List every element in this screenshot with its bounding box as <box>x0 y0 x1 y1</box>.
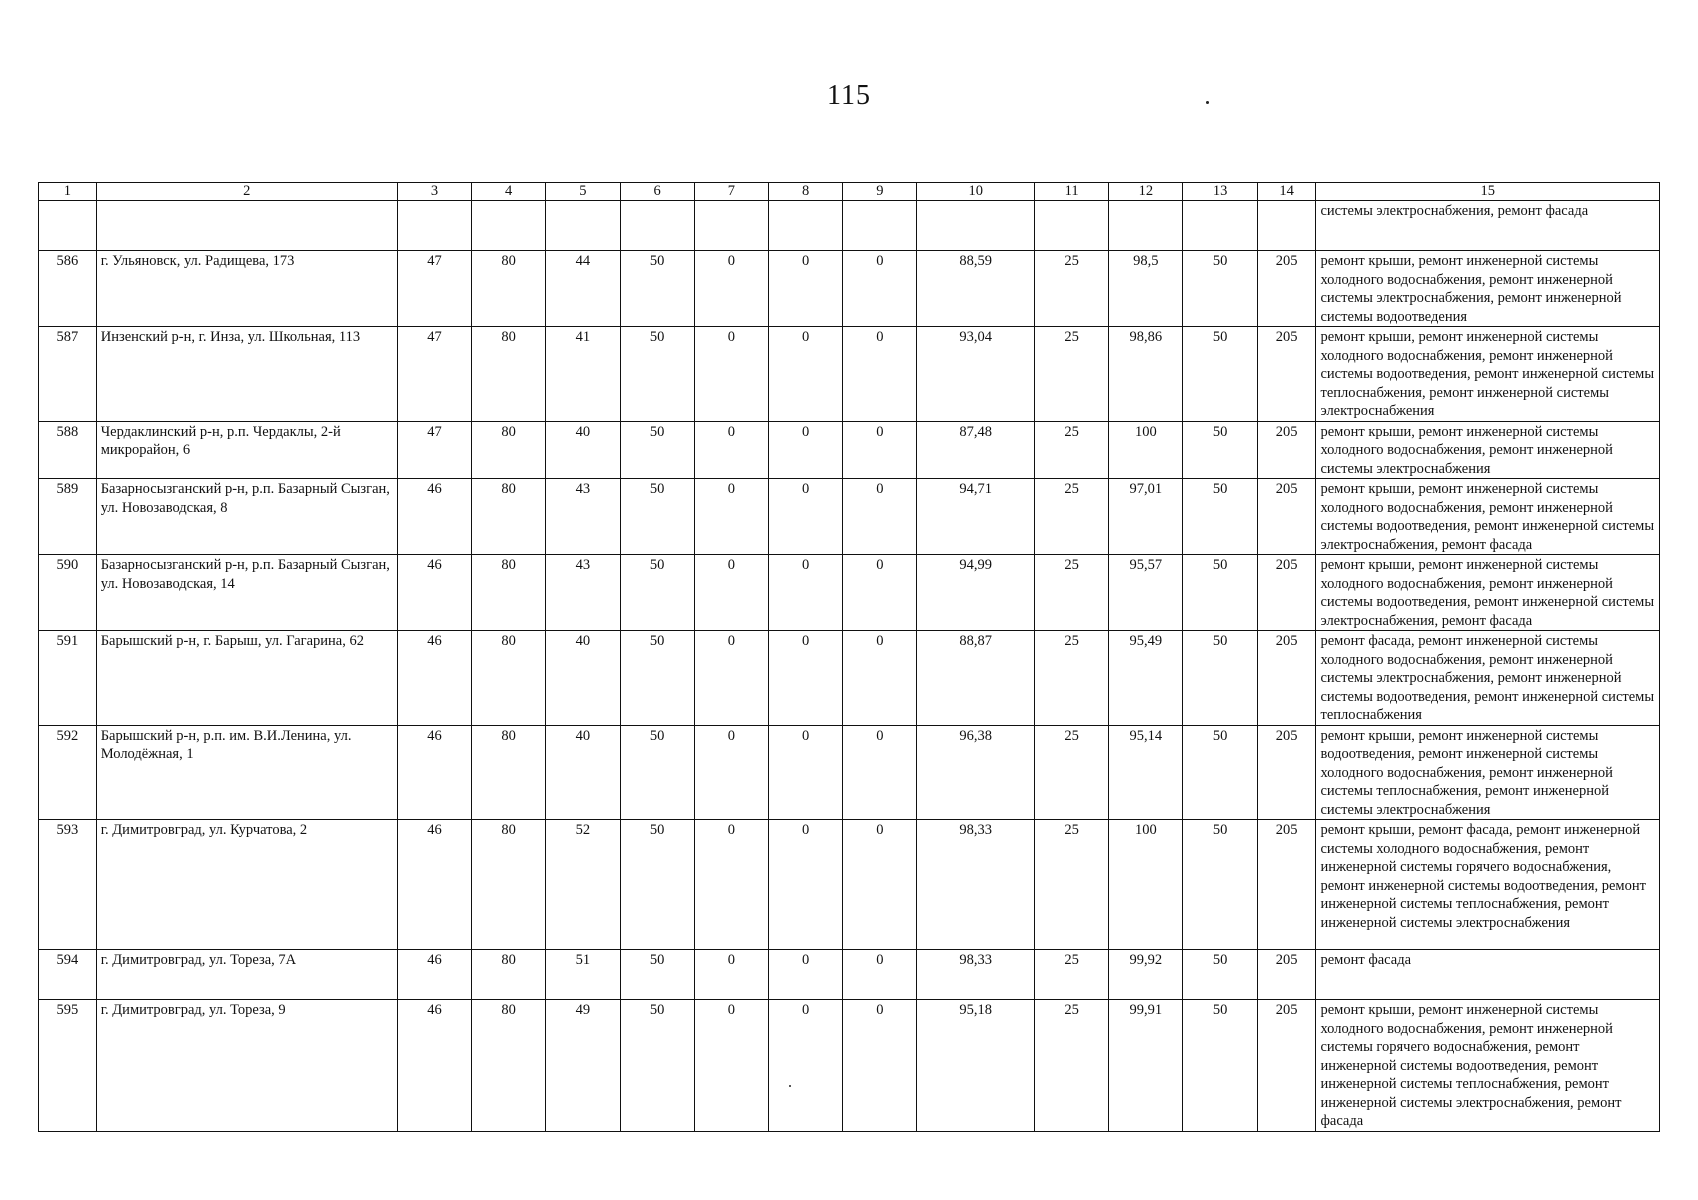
value-cell-col-12: 95,14 <box>1109 725 1183 820</box>
value-cell-col-10: 94,71 <box>917 479 1035 555</box>
value-cell-col-4: 80 <box>472 421 546 479</box>
value-cell-col-4: 80 <box>472 555 546 631</box>
scan-speck <box>1206 101 1209 104</box>
value-cell-col-3: 47 <box>397 421 471 479</box>
address-cell: Инзенский р-н, г. Инза, ул. Школьная, 113 <box>96 327 397 422</box>
value-cell-col-9: 0 <box>843 479 917 555</box>
value-cell-col-11: 25 <box>1035 631 1109 726</box>
value-cell-col-6: 50 <box>620 327 694 422</box>
value-cell-col-3: 46 <box>397 820 471 950</box>
value-cell-col-14: 205 <box>1257 479 1316 555</box>
value-cell-col-13: 50 <box>1183 251 1257 327</box>
empty-cell <box>96 201 397 251</box>
value-cell-col-6: 50 <box>620 555 694 631</box>
works-cell: ремонт крыши, ремонт инженерной системы водоотведения, ремонт инженерной системы холодного водоснабжения, ремонт инженерной системы теплоснабжения, ремонт инженерной системы электроснабжения <box>1316 725 1660 820</box>
table-row <box>39 479 1660 555</box>
value-cell-col-3: 46 <box>397 950 471 1000</box>
value-cell-col-7: 0 <box>694 555 768 631</box>
value-cell-col-9: 0 <box>843 631 917 726</box>
column-number-cell: 14 <box>1257 183 1316 201</box>
value-cell-col-12: 98,86 <box>1109 327 1183 422</box>
value-cell-col-4: 80 <box>472 327 546 422</box>
value-cell-col-5: 40 <box>546 725 620 820</box>
value-cell-col-13: 50 <box>1183 555 1257 631</box>
value-cell-col-11: 25 <box>1035 479 1109 555</box>
value-cell-col-3: 47 <box>397 251 471 327</box>
value-cell-col-10: 95,18 <box>917 1000 1035 1132</box>
empty-cell <box>1183 201 1257 251</box>
empty-cell <box>1109 201 1183 251</box>
value-cell-col-7: 0 <box>694 421 768 479</box>
value-cell-col-13: 50 <box>1183 327 1257 422</box>
value-cell-col-5: 49 <box>546 1000 620 1132</box>
row-number-cell: 593 <box>39 820 97 950</box>
empty-cell <box>1257 201 1316 251</box>
value-cell-col-13: 50 <box>1183 479 1257 555</box>
empty-cell <box>917 201 1035 251</box>
value-cell-col-12: 95,57 <box>1109 555 1183 631</box>
value-cell-col-5: 43 <box>546 555 620 631</box>
value-cell-col-8: 0 <box>769 251 843 327</box>
value-cell-col-4: 80 <box>472 820 546 950</box>
value-cell-col-9: 0 <box>843 327 917 422</box>
value-cell-col-14: 205 <box>1257 820 1316 950</box>
column-number-cell: 13 <box>1183 183 1257 201</box>
table-row <box>39 421 1660 479</box>
column-number-cell: 6 <box>620 183 694 201</box>
value-cell-col-14: 205 <box>1257 555 1316 631</box>
value-cell-col-3: 46 <box>397 479 471 555</box>
empty-cell <box>1035 201 1109 251</box>
value-cell-col-7: 0 <box>694 631 768 726</box>
value-cell-col-4: 80 <box>472 950 546 1000</box>
value-cell-col-8: 0 <box>769 820 843 950</box>
value-cell-col-10: 98,33 <box>917 820 1035 950</box>
value-cell-col-7: 0 <box>694 725 768 820</box>
value-cell-col-7: 0 <box>694 251 768 327</box>
value-cell-col-10: 88,59 <box>917 251 1035 327</box>
value-cell-col-11: 25 <box>1035 820 1109 950</box>
value-cell-col-14: 205 <box>1257 421 1316 479</box>
empty-cell <box>769 201 843 251</box>
value-cell-col-4: 80 <box>472 1000 546 1132</box>
value-cell-col-3: 46 <box>397 1000 471 1132</box>
column-number-cell: 8 <box>769 183 843 201</box>
value-cell-col-11: 25 <box>1035 950 1109 1000</box>
column-number-cell: 7 <box>694 183 768 201</box>
address-cell: г. Димитровград, ул. Тореза, 7А <box>96 950 397 1000</box>
value-cell-col-9: 0 <box>843 555 917 631</box>
value-cell-col-9: 0 <box>843 725 917 820</box>
column-number-cell: 12 <box>1109 183 1183 201</box>
value-cell-col-4: 80 <box>472 725 546 820</box>
value-cell-col-14: 205 <box>1257 631 1316 726</box>
value-cell-col-3: 47 <box>397 327 471 422</box>
register-table <box>38 182 1660 1132</box>
column-number-cell: 11 <box>1035 183 1109 201</box>
works-cell: ремонт крыши, ремонт инженерной системы холодного водоснабжения, ремонт инженерной системы водоотведения, ремонт инженерной системы теплоснабжения, ремонт инженерной системы электроснабжения <box>1316 327 1660 422</box>
value-cell-col-5: 52 <box>546 820 620 950</box>
page-number: 115 <box>827 80 871 111</box>
table-row <box>39 327 1660 422</box>
column-number-cell: 4 <box>472 183 546 201</box>
value-cell-col-9: 0 <box>843 1000 917 1132</box>
value-cell-col-12: 97,01 <box>1109 479 1183 555</box>
value-cell-col-3: 46 <box>397 555 471 631</box>
value-cell-col-5: 43 <box>546 479 620 555</box>
works-cell: ремонт крыши, ремонт фасада, ремонт инженерной системы холодного водоснабжения, ремонт инженерной системы горячего водоснабжения, ремонт инженерной системы водоотведения, ремонт инженерной системы теплоснабжения, ремонт инженерной системы электроснабжения <box>1316 820 1660 950</box>
value-cell-col-12: 99,91 <box>1109 1000 1183 1132</box>
value-cell-col-8: 0 <box>769 631 843 726</box>
empty-cell <box>397 201 471 251</box>
value-cell-col-13: 50 <box>1183 725 1257 820</box>
value-cell-col-9: 0 <box>843 950 917 1000</box>
value-cell-col-7: 0 <box>694 1000 768 1132</box>
works-cell: ремонт крыши, ремонт инженерной системы холодного водоснабжения, ремонт инженерной системы электроснабжения, ремонт инженерной системы водоотведения <box>1316 251 1660 327</box>
value-cell-col-12: 100 <box>1109 421 1183 479</box>
value-cell-col-9: 0 <box>843 820 917 950</box>
value-cell-col-6: 50 <box>620 421 694 479</box>
value-cell-col-12: 95,49 <box>1109 631 1183 726</box>
table-row <box>39 555 1660 631</box>
value-cell-col-14: 205 <box>1257 725 1316 820</box>
value-cell-col-8: 0 <box>769 1000 843 1132</box>
value-cell-col-14: 205 <box>1257 327 1316 422</box>
row-number-cell: 595 <box>39 1000 97 1132</box>
value-cell-col-8: 0 <box>769 421 843 479</box>
value-cell-col-3: 46 <box>397 725 471 820</box>
value-cell-col-5: 40 <box>546 631 620 726</box>
address-cell: г. Димитровград, ул. Тореза, 9 <box>96 1000 397 1132</box>
row-number-cell: 589 <box>39 479 97 555</box>
value-cell-col-13: 50 <box>1183 1000 1257 1132</box>
empty-cell <box>620 201 694 251</box>
value-cell-col-11: 25 <box>1035 251 1109 327</box>
address-cell: г. Димитровград, ул. Курчатова, 2 <box>96 820 397 950</box>
works-cell: ремонт крыши, ремонт инженерной системы холодного водоснабжения, ремонт инженерной системы горячего водоснабжения, ремонт инженерной системы водоотведения, ремонт инженерной системы теплоснабжения, ремонт инженерной системы электроснабжения, ремонт фасада <box>1316 1000 1660 1132</box>
works-cell: ремонт фасада <box>1316 950 1660 1000</box>
row-number-cell: 590 <box>39 555 97 631</box>
table-row <box>39 631 1660 726</box>
continuation-works-cell: системы электроснабжения, ремонт фасада <box>1316 201 1660 251</box>
value-cell-col-13: 50 <box>1183 631 1257 726</box>
column-number-cell: 2 <box>96 183 397 201</box>
value-cell-col-6: 50 <box>620 950 694 1000</box>
row-number-cell: 592 <box>39 725 97 820</box>
empty-cell <box>843 201 917 251</box>
value-cell-col-6: 50 <box>620 725 694 820</box>
value-cell-col-6: 50 <box>620 820 694 950</box>
value-cell-col-14: 205 <box>1257 1000 1316 1132</box>
row-number-cell: 591 <box>39 631 97 726</box>
table-row <box>39 950 1660 1000</box>
works-cell: ремонт крыши, ремонт инженерной системы холодного водоснабжения, ремонт инженерной системы водоотведения, ремонт инженерной системы электроснабжения, ремонт фасада <box>1316 479 1660 555</box>
address-cell: Чердаклинский р-н, р.п. Чердаклы, 2-й микрорайон, 6 <box>96 421 397 479</box>
address-cell: Базарносызганский р-н, р.п. Базарный Сызган, ул. Новозаводская, 8 <box>96 479 397 555</box>
table-row <box>39 251 1660 327</box>
value-cell-col-5: 40 <box>546 421 620 479</box>
table-row <box>39 725 1660 820</box>
value-cell-col-7: 0 <box>694 327 768 422</box>
value-cell-col-12: 100 <box>1109 820 1183 950</box>
value-cell-col-14: 205 <box>1257 251 1316 327</box>
column-number-row <box>39 183 1660 201</box>
column-number-cell: 1 <box>39 183 97 201</box>
value-cell-col-9: 0 <box>843 421 917 479</box>
value-cell-col-10: 88,87 <box>917 631 1035 726</box>
value-cell-col-6: 50 <box>620 251 694 327</box>
value-cell-col-8: 0 <box>769 725 843 820</box>
empty-cell <box>472 201 546 251</box>
value-cell-col-7: 0 <box>694 820 768 950</box>
value-cell-col-7: 0 <box>694 479 768 555</box>
value-cell-col-12: 99,92 <box>1109 950 1183 1000</box>
row-number-cell: 587 <box>39 327 97 422</box>
column-number-cell: 10 <box>917 183 1035 201</box>
value-cell-col-12: 98,5 <box>1109 251 1183 327</box>
row-number-cell: 586 <box>39 251 97 327</box>
empty-cell <box>694 201 768 251</box>
value-cell-col-8: 0 <box>769 950 843 1000</box>
value-cell-col-5: 41 <box>546 327 620 422</box>
value-cell-col-6: 50 <box>620 631 694 726</box>
address-cell: г. Ульяновск, ул. Радищева, 173 <box>96 251 397 327</box>
table-row <box>39 820 1660 950</box>
column-number-cell: 5 <box>546 183 620 201</box>
value-cell-col-6: 50 <box>620 1000 694 1132</box>
value-cell-col-4: 80 <box>472 479 546 555</box>
works-cell: ремонт крыши, ремонт инженерной системы холодного водоснабжения, ремонт инженерной системы электроснабжения <box>1316 421 1660 479</box>
value-cell-col-10: 93,04 <box>917 327 1035 422</box>
value-cell-col-9: 0 <box>843 251 917 327</box>
address-cell: Базарносызганский р-н, р.п. Базарный Сызган, ул. Новозаводская, 14 <box>96 555 397 631</box>
value-cell-col-10: 98,33 <box>917 950 1035 1000</box>
address-cell: Барышский р-н, г. Барыш, ул. Гагарина, 62 <box>96 631 397 726</box>
value-cell-col-7: 0 <box>694 950 768 1000</box>
value-cell-col-8: 0 <box>769 555 843 631</box>
value-cell-col-10: 87,48 <box>917 421 1035 479</box>
value-cell-col-11: 25 <box>1035 327 1109 422</box>
value-cell-col-11: 25 <box>1035 1000 1109 1132</box>
value-cell-col-4: 80 <box>472 251 546 327</box>
works-cell: ремонт фасада, ремонт инженерной системы холодного водоснабжения, ремонт инженерной системы электроснабжения, ремонт инженерной системы водоотведения, ремонт инженерной системы теплоснабжения <box>1316 631 1660 726</box>
table-row <box>39 1000 1660 1132</box>
column-number-cell: 9 <box>843 183 917 201</box>
value-cell-col-10: 94,99 <box>917 555 1035 631</box>
column-number-cell: 3 <box>397 183 471 201</box>
value-cell-col-11: 25 <box>1035 421 1109 479</box>
value-cell-col-13: 50 <box>1183 950 1257 1000</box>
value-cell-col-14: 205 <box>1257 950 1316 1000</box>
value-cell-col-4: 80 <box>472 631 546 726</box>
empty-cell <box>546 201 620 251</box>
continuation-row <box>39 201 1660 251</box>
row-number-cell: 588 <box>39 421 97 479</box>
value-cell-col-8: 0 <box>769 479 843 555</box>
value-cell-col-11: 25 <box>1035 725 1109 820</box>
value-cell-col-10: 96,38 <box>917 725 1035 820</box>
works-cell: ремонт крыши, ремонт инженерной системы холодного водоснабжения, ремонт инженерной системы водоотведения, ремонт инженерной системы электроснабжения, ремонт фасада <box>1316 555 1660 631</box>
value-cell-col-3: 46 <box>397 631 471 726</box>
value-cell-col-6: 50 <box>620 479 694 555</box>
column-number-cell: 15 <box>1316 183 1660 201</box>
row-number-cell: 594 <box>39 950 97 1000</box>
address-cell: Барышский р-н, р.п. им. В.И.Ленина, ул. Молодёжная, 1 <box>96 725 397 820</box>
value-cell-col-13: 50 <box>1183 421 1257 479</box>
value-cell-col-5: 44 <box>546 251 620 327</box>
value-cell-col-5: 51 <box>546 950 620 1000</box>
value-cell-col-13: 50 <box>1183 820 1257 950</box>
value-cell-col-8: 0 <box>769 327 843 422</box>
value-cell-col-11: 25 <box>1035 555 1109 631</box>
empty-cell <box>39 201 97 251</box>
